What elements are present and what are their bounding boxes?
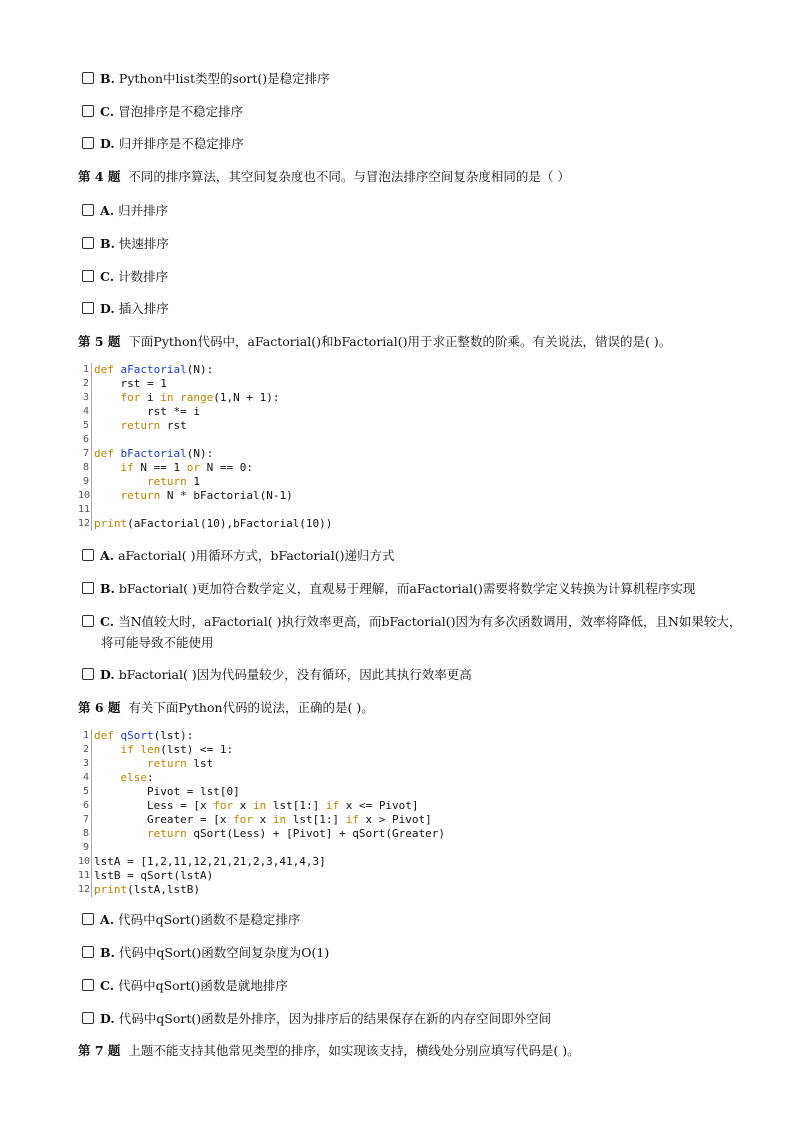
code-text: return qSort(Less) + [Pivot] + qSort(Greater) [146, 827, 446, 840]
option-text: 代码中qSort()函数是外排序，因为排序后的结果保存在新的内存空间即外空间 [118, 1011, 552, 1026]
code-line [78, 461, 332, 475]
code-line [78, 841, 445, 855]
option-text: 代码中qSort()函数是就地排序 [118, 978, 288, 993]
checkbox[interactable] [82, 946, 94, 958]
question-text: 上题不能支持其他常见类型的排序，如实现该支持，横线处分别应填写代码是( )。 [128, 1043, 580, 1058]
code-text: lstA = [1,2,11,12,21,21,2,3,41,4,3] [94, 855, 326, 868]
code-line [78, 475, 332, 489]
option-q3-c[interactable] [82, 102, 243, 120]
code-line [78, 771, 445, 785]
line-number: 12 [78, 518, 91, 529]
code-text: print(lstA,lstB) [94, 883, 200, 896]
option-q5-b[interactable] [82, 579, 695, 597]
question-5 [78, 332, 671, 350]
option-letter: B. [100, 580, 115, 596]
code-line [78, 785, 445, 799]
option-q6-c[interactable] [82, 976, 288, 994]
option-text: 归并排序是不稳定排序 [118, 136, 244, 151]
question-text: 不同的排序算法，其空间复杂度也不同。与冒泡法排序空间复杂度相同的是（ ） [128, 169, 570, 184]
option-letter: A. [100, 547, 115, 563]
code-text: lstB = qSort(lstA) [94, 869, 214, 882]
line-number: 7 [78, 447, 92, 461]
line-number: 8 [78, 461, 92, 475]
code-text: else: [120, 771, 154, 784]
option-text: bFactorial( )因为代码量较少，没有循环，因此其执行效率更高 [118, 667, 472, 682]
checkbox[interactable] [82, 979, 94, 991]
option-letter: D. [100, 666, 115, 682]
code-text: Greater = [x for x in lst[1:] if x > Pivot] [94, 813, 432, 826]
option-text: 代码中qSort()函数不是稳定排序 [118, 912, 301, 927]
option-q6-b[interactable] [82, 943, 329, 961]
code-line [78, 391, 332, 405]
option-letter: B. [100, 235, 115, 251]
option-text: 归并排序 [118, 203, 169, 218]
option-q4-c[interactable] [82, 267, 168, 285]
line-number: 11 [78, 870, 91, 881]
line-number: 1 [78, 363, 92, 377]
code-line [78, 729, 445, 743]
option-q4-a[interactable] [82, 201, 168, 219]
option-q4-b[interactable] [82, 234, 169, 252]
line-number: 11 [78, 504, 91, 515]
code-line [78, 799, 445, 813]
line-number: 1 [78, 729, 92, 743]
option-letter: D. [100, 300, 115, 316]
line-number: 3 [78, 391, 92, 405]
code-text: return N * bFactorial(N-1) [120, 489, 293, 502]
line-number: 8 [78, 827, 92, 841]
line-number: 6 [78, 799, 92, 813]
question-7 [78, 1041, 580, 1059]
code-text: def bFactorial(N): [94, 447, 214, 460]
option-letter: B. [100, 944, 115, 960]
option-letter: B. [100, 70, 115, 86]
option-text: 计数排序 [118, 269, 169, 284]
code-line [78, 883, 445, 897]
code-line [78, 363, 332, 377]
code-text: return 1 [146, 475, 200, 488]
line-number: 10 [78, 856, 91, 867]
question-number: 第 7 题 [78, 1043, 121, 1058]
option-letter: C. [100, 613, 115, 629]
option-q3-b[interactable] [82, 69, 330, 87]
line-number: 5 [78, 785, 92, 799]
question-text: 下面Python代码中，aFactorial()和bFactorial()用于求正整数的阶乘。有关说法，错误的是( )。 [128, 334, 672, 349]
code-block-q5 [78, 363, 332, 531]
question-number: 第 4 题 [78, 169, 121, 184]
code-text: def aFactorial(N): [94, 363, 214, 376]
code-text: Pivot = lst[0] [94, 785, 240, 798]
checkbox[interactable] [82, 237, 94, 249]
code-text: Less = [x for x in lst[1:] if x <= Pivot] [94, 799, 419, 812]
option-q6-a[interactable] [82, 910, 300, 928]
option-q4-d[interactable] [82, 299, 169, 317]
checkbox[interactable] [82, 582, 94, 594]
question-text: 有关下面Python代码的说法，正确的是( )。 [128, 700, 374, 715]
line-number: 3 [78, 757, 92, 771]
option-letter: D. [100, 135, 115, 151]
option-text: 当N值较大时，aFactorial( )执行效率更高，而bFactorial()因为有多次函数调用，效率将降低，且N如果较大， [118, 614, 742, 629]
code-text: return rst [120, 419, 187, 432]
checkbox[interactable] [82, 204, 94, 216]
code-line [78, 377, 332, 391]
option-letter: A. [100, 202, 115, 218]
line-number: 4 [78, 405, 92, 419]
code-line [78, 813, 445, 827]
line-number: 10 [78, 490, 91, 501]
checkbox[interactable] [82, 668, 94, 680]
code-line [78, 503, 332, 517]
code-line [78, 757, 445, 771]
code-text: rst *= i [94, 405, 200, 418]
line-number: 6 [78, 433, 92, 447]
question-6 [78, 698, 374, 716]
line-number: 9 [78, 841, 92, 855]
checkbox[interactable] [82, 72, 94, 84]
option-text: bFactorial( )更加符合数学定义，直观易于理解，而aFactorial()需要将数学定义转换为计算机程序实现 [118, 581, 696, 596]
code-text: def qSort(lst): [94, 729, 194, 742]
option-q3-d[interactable] [82, 134, 244, 152]
line-number: 2 [78, 377, 92, 391]
code-line [78, 405, 332, 419]
option-text: 冒泡排序是不稳定排序 [118, 104, 244, 119]
code-text: if N == 1 or N == 0: [120, 461, 253, 474]
question-4 [78, 167, 570, 185]
code-text: print(aFactorial(10),bFactorial(10)) [94, 517, 333, 530]
checkbox[interactable] [82, 105, 94, 117]
option-q5-d[interactable] [82, 665, 472, 683]
line-number: 7 [78, 813, 92, 827]
option-letter: C. [100, 977, 115, 993]
option-letter: D. [100, 1010, 115, 1026]
checkbox[interactable] [82, 615, 94, 627]
code-line [78, 489, 332, 503]
option-text: aFactorial( )用循环方式，bFactorial()递归方式 [118, 548, 395, 563]
code-line [78, 855, 445, 869]
option-q6-d[interactable] [82, 1009, 551, 1027]
checkbox[interactable] [82, 913, 94, 925]
option-text: Python中list类型的sort()是稳定排序 [118, 71, 330, 86]
line-number: 2 [78, 743, 92, 757]
code-text: return lst [146, 757, 214, 770]
question-number: 第 6 题 [78, 700, 121, 715]
code-line [78, 827, 445, 841]
question-number: 第 5 题 [78, 334, 121, 349]
option-q5-a[interactable] [82, 546, 395, 564]
line-number: 5 [78, 419, 92, 433]
checkbox[interactable] [82, 1012, 94, 1024]
code-line [78, 869, 445, 883]
option-letter: C. [100, 268, 115, 284]
code-line [78, 447, 332, 461]
code-line [78, 517, 332, 531]
option-text: 代码中qSort()函数空间复杂度为O(1) [118, 945, 330, 960]
option-letter: A. [100, 911, 115, 927]
code-block-q6 [78, 729, 445, 897]
checkbox[interactable] [82, 549, 94, 561]
line-number: 9 [78, 475, 92, 489]
line-number: 4 [78, 771, 92, 785]
code-line [78, 433, 332, 447]
checkbox[interactable] [82, 270, 94, 282]
option-text: 插入排序 [118, 301, 169, 316]
checkbox[interactable] [82, 137, 94, 149]
code-text: for i in range(1,N + 1): [120, 391, 280, 404]
checkbox[interactable] [82, 302, 94, 314]
code-text: rst = 1 [94, 377, 167, 390]
code-line [78, 743, 445, 757]
option-letter: C. [100, 103, 115, 119]
option-q5-c[interactable] [82, 612, 741, 630]
line-number: 12 [78, 884, 91, 895]
option-text: 快速排序 [118, 236, 169, 251]
code-text: if len(lst) <= 1: [120, 743, 234, 756]
code-line [78, 419, 332, 433]
option-text-continued: 将可能导致不能使用 [101, 635, 214, 650]
